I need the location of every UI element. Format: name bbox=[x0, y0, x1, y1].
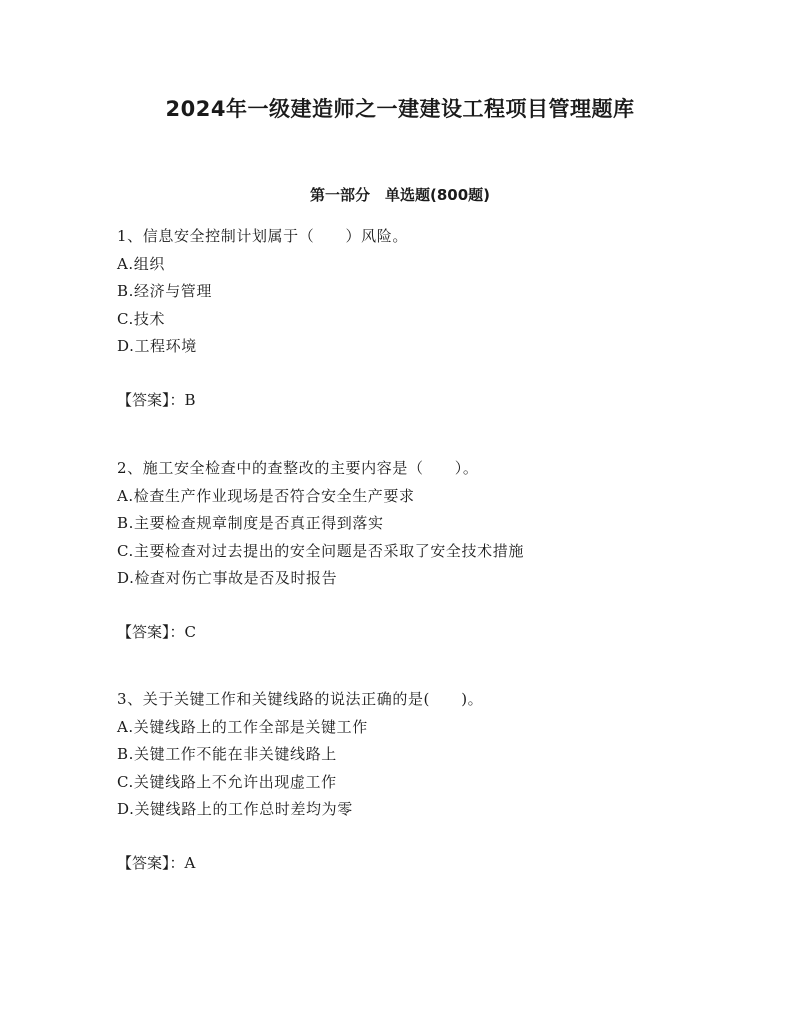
option-c: C.主要检查对过去提出的安全问题是否采取了安全技术措施 bbox=[117, 541, 524, 560]
option-d: D.关键线路上的工作总时差均为零 bbox=[117, 800, 353, 818]
question-stem: 3、关于关键工作和关键线路的说法正确的是( )。 bbox=[117, 690, 484, 708]
question-1 bbox=[117, 223, 737, 414]
option-d: D.工程环境 bbox=[117, 337, 197, 355]
option-b: B.经济与管理 bbox=[117, 282, 212, 300]
question-3 bbox=[117, 686, 737, 877]
question-2 bbox=[117, 455, 737, 646]
answer-line: 【答案】：A bbox=[117, 853, 196, 872]
answer-line: 【答案】：C bbox=[117, 622, 196, 641]
option-d: D.检查对伤亡事故是否及时报告 bbox=[117, 569, 338, 587]
option-b: B.主要检查规章制度是否真正得到落实 bbox=[117, 514, 384, 532]
option-a: A.关键线路上的工作全部是关键工作 bbox=[117, 717, 368, 736]
option-a: A.组织 bbox=[117, 254, 166, 273]
document-title: 2024年一级建造师之一建建设工程项目管理题库 bbox=[165, 97, 635, 121]
option-a: A.检查生产作业现场是否符合安全生产要求 bbox=[117, 486, 415, 505]
question-stem: 1、信息安全控制计划属于（ ）风险。 bbox=[117, 227, 408, 245]
answer-line: 【答案】：B bbox=[117, 390, 196, 409]
question-stem: 2、施工安全检查中的查整改的主要内容是（ ）。 bbox=[117, 459, 479, 477]
option-b: B.关键工作不能在非关键线路上 bbox=[117, 745, 337, 763]
option-c: C.技术 bbox=[117, 309, 166, 328]
section-title: 第一部分 单选题(800题) bbox=[309, 186, 491, 204]
option-c: C.关键线路上不允许出现虚工作 bbox=[117, 772, 337, 791]
